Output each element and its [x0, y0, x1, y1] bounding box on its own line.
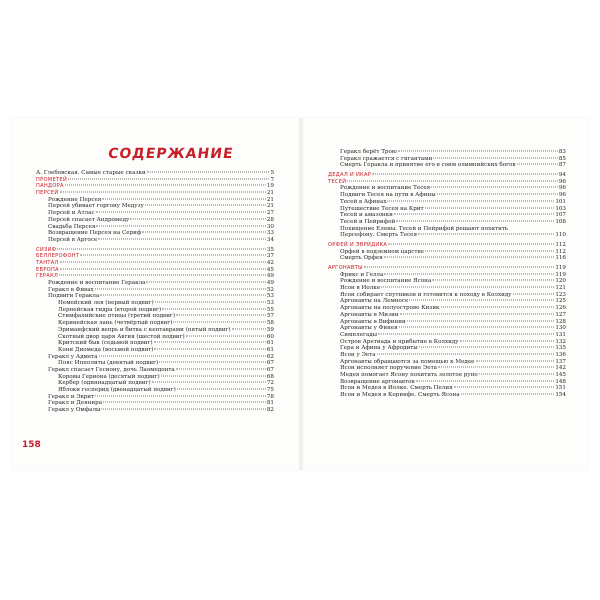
toc-section [36, 190, 274, 197]
leader-dots [432, 280, 554, 281]
toc-entry-label: Персей и Атлас [48, 210, 95, 217]
toc-entry [328, 212, 566, 219]
toc-entry [36, 237, 274, 244]
toc-entry-label: Ясон у Эета [340, 351, 376, 358]
toc-entry [328, 192, 566, 199]
toc-entry-page: 55 [266, 306, 274, 313]
toc-entry-page: 21 [266, 190, 274, 197]
toc-entry-page: 37 [266, 253, 274, 260]
toc-entry-label: ТАНТАЛ [36, 259, 59, 266]
leader-dots [384, 273, 554, 274]
toc-entry [328, 319, 566, 326]
toc-entry-label: Смерть Геракла и принятие его в сонм олимпийских богов [340, 162, 516, 169]
contents-title: СОДЕРЖАНИЕ [106, 146, 235, 162]
leader-dots [425, 250, 554, 251]
toc-entry [328, 162, 566, 169]
toc-entry-label: ПРОМЕТЕЙ [36, 176, 68, 183]
toc-entry-label: Подвиги Тесея на пути в Афины [340, 192, 436, 199]
leader-dots [60, 192, 266, 193]
leader-dots [454, 387, 555, 388]
leader-dots [387, 200, 554, 201]
toc-entry [328, 332, 566, 339]
toc-entry [36, 287, 274, 294]
toc-entry-label: БЕЛЛЕРОФОНТ [36, 253, 80, 260]
toc-entry-label: Аргонавты у Финея [340, 325, 398, 332]
toc-entry [36, 387, 274, 394]
leader-dots [419, 347, 555, 348]
toc-entry-page: 119 [555, 271, 566, 278]
toc-entry-label: Коровы Гериона (десятый подвиг) [58, 373, 160, 380]
toc-entry-label: Пояс Ипполиты (девятый подвиг) [58, 360, 159, 367]
leader-dots [101, 409, 265, 410]
toc-entry-label: Свадьба Персея [48, 223, 96, 230]
toc-entry-page: 127 [555, 311, 566, 318]
leader-dots [396, 220, 554, 221]
toc-entry-label: Путешествие Тесея на Крит [340, 205, 424, 212]
leader-dots [95, 395, 266, 396]
toc-entry-page: 83 [558, 149, 566, 155]
toc-entry-label: Ясон в Иолке [340, 285, 381, 292]
toc-entry [328, 345, 566, 352]
toc-entry [328, 298, 566, 305]
toc-entry-page: 82 [266, 407, 274, 414]
toc-entry-page: 68 [266, 373, 274, 380]
toc-entry-label: Ясон и Медея в Коринфе. Смерть Ясона [340, 392, 460, 399]
toc-entry [36, 367, 274, 374]
toc-entry-page: 72 [266, 380, 274, 387]
toc-entry [36, 394, 274, 401]
toc-entry-page: 103 [555, 205, 566, 212]
toc-entry-label: ДЕДАЛ И ИКАР [328, 172, 372, 179]
toc-entry-label: Возвращение аргонавтов [340, 378, 415, 385]
toc-entry-page: 130 [555, 325, 566, 332]
toc-entry-label: Рождение и воспитание Ясона [340, 278, 432, 285]
toc-entry-label: ЕВРОПА [36, 266, 59, 273]
leader-dots [513, 293, 555, 294]
toc-entry-page: 21 [266, 196, 274, 203]
leader-dots [186, 335, 266, 336]
toc-entry [328, 312, 566, 319]
toc-left-column [36, 170, 274, 414]
toc-entry-page: 21 [266, 203, 274, 210]
toc-entry-page: 121 [555, 285, 566, 292]
leader-dots [381, 287, 554, 288]
toc-entry [36, 170, 274, 177]
toc-entry-label: А. Глебовская. Самые старые сказки [36, 170, 146, 176]
toc-entry-label: Керинейская лань (четвёртый подвиг) [58, 320, 173, 327]
toc-entry-page: 49 [266, 280, 274, 286]
toc-entry-label: Яблоки гесперид (двенадцатый подвиг) [58, 387, 176, 393]
toc-entry-label: Персей в Аргосе [48, 236, 98, 243]
toc-entry-label: ОРФЕЙ И ЭВРИДИКА [328, 241, 388, 248]
leader-dots [398, 151, 558, 152]
toc-entry-label: Тесей в Афинах [340, 198, 387, 205]
toc-entry [328, 305, 566, 312]
toc-entry [328, 255, 566, 262]
leader-dots [372, 174, 558, 175]
toc-entry-page: 61 [266, 346, 274, 353]
toc-entry-page: 57 [266, 313, 274, 320]
leader-dots [409, 300, 554, 301]
leader-dots [95, 288, 266, 289]
toc-entry [328, 365, 566, 372]
toc-section [328, 172, 566, 179]
toc-section [36, 183, 274, 190]
toc-entry [36, 340, 274, 347]
toc-entry-label: АРГОНАВТЫ [328, 265, 363, 271]
toc-entry-page: 119 [555, 265, 566, 271]
toc-entry-page: 53 [266, 293, 274, 300]
leader-dots [57, 248, 266, 249]
toc-entry-label: Рождение и воспитание Тесея [340, 185, 431, 192]
toc-entry-page: 85 [558, 155, 566, 162]
toc-entry-page: 67 [266, 360, 274, 367]
toc-entry-page: 126 [555, 305, 566, 312]
toc-entry [328, 272, 566, 279]
leader-dots [146, 282, 265, 283]
leader-dots [441, 307, 555, 308]
toc-entry-page: 53 [266, 300, 274, 307]
toc-entry-page: 116 [555, 255, 566, 262]
toc-entry-label: Аргонавты на Лемносе [340, 298, 409, 305]
toc-entry-page: 27 [266, 210, 274, 217]
leader-dots [147, 172, 270, 173]
leader-dots [162, 308, 266, 309]
leader-dots [130, 218, 266, 219]
leader-dots [173, 322, 266, 323]
toc-entry-label: Геракл у Омфалы [48, 407, 101, 414]
leader-dots [96, 225, 265, 226]
toc-entry [328, 278, 566, 285]
toc-entry-page: 78 [266, 393, 274, 400]
toc-entry [36, 217, 274, 224]
toc-entry-page: 7 [270, 176, 274, 183]
toc-entry-page: 96 [558, 185, 566, 192]
toc-entry-page: 60 [266, 333, 274, 340]
toc-entry-label: Рождение и воспитание Геракла [48, 280, 146, 286]
toc-entry-label: Персефону. Смерть Тесея [340, 232, 417, 239]
book-gutter [298, 118, 304, 470]
toc-entry-label: Тесей и амазонки [340, 212, 393, 219]
leader-dots [407, 320, 555, 321]
leader-dots [154, 342, 266, 343]
page-number: 158 [22, 440, 41, 450]
toc-entry [328, 285, 566, 292]
toc-entry-label: Подвиги Геракла [48, 293, 100, 300]
toc-entry-page: 107 [555, 212, 566, 219]
toc-section [328, 242, 566, 249]
toc-entry-label: Гера и Афина у Афродиты [340, 345, 418, 352]
toc-entry [36, 407, 274, 414]
leader-dots [145, 205, 266, 206]
leader-dots [80, 255, 266, 256]
toc-entry-label: ПАНДОРА [36, 183, 64, 190]
leader-dots [102, 198, 266, 199]
toc-entry-page: 42 [266, 259, 274, 266]
toc-entry-label: Аргонавты в Мизии [340, 311, 399, 318]
toc-section [36, 267, 274, 274]
toc-entry-label: СИЗИФ [36, 246, 57, 253]
toc-entry [328, 219, 566, 226]
toc-entry-page: 123 [555, 291, 566, 298]
leader-dots [98, 238, 266, 239]
leader-dots [96, 212, 266, 213]
leader-dots [176, 315, 266, 316]
leader-dots [152, 382, 266, 383]
toc-entry-page: 120 [555, 278, 566, 285]
toc-entry-page: 128 [555, 318, 566, 325]
leader-dots [232, 328, 266, 329]
toc-section [36, 247, 274, 254]
toc-entry-label: Ясон и Медея в Иолке. Смерть Пелия [340, 385, 453, 392]
toc-entry-label: Кербер (одиннадцатый подвиг) [58, 380, 151, 387]
leader-dots [479, 374, 555, 375]
leader-dots [99, 355, 266, 356]
toc-entry [328, 379, 566, 386]
toc-entry-label: Смерть Орфея [340, 255, 383, 262]
toc-entry-page: 81 [266, 400, 274, 407]
toc-entry-label: Похищение Елены. Тесей и Пейрифой решают похитить [340, 225, 508, 232]
toc-entry [328, 392, 566, 399]
toc-entry-page: 142 [555, 365, 566, 372]
toc-entry [36, 327, 274, 334]
toc-entry-page: 5 [270, 170, 274, 176]
leader-dots [100, 295, 266, 296]
toc-entry-page: 131 [555, 331, 566, 338]
toc-entry-page: 125 [555, 298, 566, 305]
toc-right-column [328, 149, 566, 399]
leader-dots [60, 268, 266, 269]
leader-dots [476, 360, 555, 361]
toc-entry-label: Геракл и Эврит [48, 393, 95, 400]
leader-dots [437, 194, 558, 195]
toc-entry-label: Аргонавты обращаются за помощью к Медее [340, 358, 475, 365]
toc-entry [328, 352, 566, 359]
toc-section [36, 273, 274, 280]
toc-entry [36, 280, 274, 287]
leader-dots [155, 302, 266, 303]
toc-entry-label: Критский бык (седьмой подвиг) [58, 340, 153, 347]
leader-dots [68, 178, 269, 179]
toc-entry-page: 101 [555, 198, 566, 205]
toc-entry-label: Эриманфский вепрь и битва с кентаврами (пятый подвиг) [58, 326, 231, 333]
toc-entry-label: Тесей и Пейрифой [340, 218, 396, 225]
leader-dots [177, 389, 266, 390]
leader-dots [347, 180, 557, 181]
toc-entry-page: 108 [555, 218, 566, 225]
toc-entry-page: 59 [266, 326, 274, 333]
toc-entry-label: Аргонавты в Вифинии [340, 318, 406, 325]
toc-entry-page: 30 [266, 223, 274, 230]
toc-entry-page: 28 [266, 216, 274, 223]
toc-entry-label: Стимфалийские птицы (третий подвиг) [58, 313, 176, 320]
leader-dots [438, 367, 554, 368]
toc-entry [36, 320, 274, 327]
toc-entry [328, 372, 566, 379]
leader-dots [60, 261, 266, 262]
toc-entry-page: 34 [266, 236, 274, 243]
toc-entry [328, 206, 566, 213]
toc-entry-label: Ясон исполняет поручение Эета [340, 365, 438, 372]
toc-entry [36, 300, 274, 307]
leader-dots [517, 164, 558, 165]
toc-entry-page: 132 [555, 338, 566, 345]
toc-entry-label: Лернейская гидра (второй подвиг) [58, 306, 162, 313]
toc-entry-label: Медея помогает Ясону похитить золотое руно [340, 372, 478, 378]
toc-entry-label: Геракл сражается с гигантами [340, 155, 433, 162]
toc-entry-page: 110 [555, 232, 566, 239]
leader-dots [384, 257, 554, 258]
toc-entry-page: 135 [555, 345, 566, 352]
toc-entry-label: Персей убивает горгону Медузу [48, 203, 144, 210]
leader-dots [399, 327, 555, 328]
toc-entry-label: Орфей в подземном царстве [340, 248, 424, 255]
toc-entry-label: Геракл в Фивах [48, 286, 94, 293]
leader-dots [394, 214, 554, 215]
toc-entry-page: 136 [555, 351, 566, 358]
toc-entry-page: 87 [558, 162, 566, 169]
leader-dots [154, 348, 265, 349]
toc-entry [328, 199, 566, 206]
leader-dots [431, 187, 558, 188]
toc-entry-page: 19 [266, 183, 274, 190]
toc-entry [328, 232, 566, 239]
toc-section [328, 179, 566, 186]
toc-entry-page: 33 [266, 230, 274, 237]
toc-entry-page: 49 [266, 273, 274, 280]
leader-dots [461, 394, 555, 395]
leader-dots [142, 232, 266, 233]
toc-entry-page: 52 [266, 286, 274, 293]
toc-entry-label: Остров Аретиада и прибытие в Колхиду [340, 338, 459, 345]
toc-entry-page: 154 [555, 392, 566, 399]
toc-entry-page: 94 [558, 172, 566, 179]
toc-entry-page: 75 [266, 387, 274, 393]
toc-section [36, 253, 274, 260]
toc-section [36, 177, 274, 184]
toc-entry-page: 148 [555, 378, 566, 385]
toc-entry-page: 151 [555, 385, 566, 392]
toc-entry [36, 380, 274, 387]
leader-dots [377, 353, 555, 354]
leader-dots [416, 380, 555, 381]
toc-entry [328, 325, 566, 332]
toc-entry-page: 45 [266, 266, 274, 273]
toc-entry-label: Немейский лев (первый подвиг) [58, 300, 154, 307]
toc-entry-label: Скотный двор царя Авгия (шестой подвиг) [58, 333, 185, 340]
toc-entry-label: Геракл берёт Трою [340, 149, 397, 155]
toc-entry-page: 96 [558, 192, 566, 199]
toc-section [36, 260, 274, 267]
toc-entry-label: Симплегады [340, 331, 378, 338]
toc-entry [328, 359, 566, 366]
leader-dots [364, 267, 555, 268]
toc-entry-page: 61 [266, 340, 274, 347]
toc-entry-label: Рождение Персея [48, 196, 102, 203]
toc-entry-page: 112 [555, 248, 566, 255]
toc-entry-page: 145 [555, 372, 566, 378]
toc-entry-label: Кони Диомеда (восьмой подвиг) [58, 346, 154, 353]
toc-entry-label: ТЕСЕЙ [328, 178, 347, 185]
leader-dots [418, 234, 554, 235]
toc-entry-page: 137 [555, 358, 566, 365]
leader-dots [59, 275, 266, 276]
toc-entry-label: ГЕРАКЛ [36, 273, 59, 280]
toc-entry [328, 149, 566, 156]
toc-entry-label: Геракл и Деянира [48, 400, 103, 407]
leader-dots [176, 368, 266, 369]
leader-dots [400, 313, 555, 314]
leader-dots [159, 362, 266, 363]
toc-entry-page: 62 [266, 353, 274, 360]
toc-entry-label: Геракл у Адмета [48, 353, 98, 360]
toc-entry [36, 360, 274, 367]
toc-entry [36, 230, 274, 237]
toc-entry-page: 96 [558, 178, 566, 185]
toc-entry [328, 292, 566, 299]
leader-dots [103, 402, 266, 403]
toc-entry-page: 67 [266, 366, 274, 373]
toc-section [328, 265, 566, 272]
toc-entry [36, 347, 274, 354]
toc-entry-label: Возвращение Персея на Сериф [48, 230, 142, 237]
leader-dots [460, 340, 555, 341]
toc-entry-page: 112 [555, 241, 566, 248]
toc-entry-page: 35 [266, 246, 274, 253]
toc-entry-label: Фрикс и Гелла [340, 271, 384, 278]
leader-dots [388, 243, 554, 244]
toc-entry-page: 58 [266, 320, 274, 327]
toc-entry-label: Ясон собирает спутников и готовится к походу в Колхиду [340, 291, 512, 298]
toc-entry-label: ПЕРСЕЙ [36, 190, 59, 197]
toc-entry-label: Аргонавты на полуострове Кизик [340, 305, 440, 312]
toc-entry-label: Геракл спасает Гесиону, дочь Лаомедонта [48, 366, 175, 373]
leader-dots [161, 375, 266, 376]
leader-dots [65, 185, 266, 186]
toc-entry-label: Персей спасает Андромеду [48, 216, 130, 223]
toc-entry [36, 203, 274, 210]
leader-dots [378, 333, 554, 334]
leader-dots [425, 207, 555, 208]
leader-dots [433, 157, 558, 158]
toc-entry [36, 210, 274, 217]
